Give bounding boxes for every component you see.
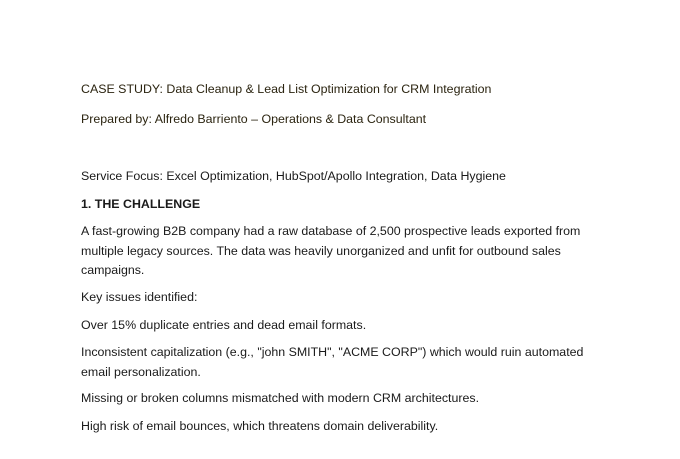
prepared-by-line: Prepared by: Alfredo Barriento – Operations & Data Consultant: [81, 112, 427, 126]
issue-capitalization: [81, 343, 601, 382]
challenge-line: A fast-growing B2B company had a raw database of 2,500 prospective leads exported from: [81, 224, 581, 238]
issue-missing-columns: Missing or broken columns mismatched with modern CRM architectures.: [81, 391, 480, 405]
challenge-line: campaigns.: [81, 263, 145, 277]
service-focus-line: Service Focus: Excel Optimization, HubSpot/Apollo Integration, Data Hygiene: [81, 169, 506, 183]
issue-duplicates: Over 15% duplicate entries and dead email formats.: [81, 318, 367, 332]
issue-capitalization-line: Inconsistent capitalization (e.g., "john SMITH", "ACME CORP") which would ruin automated: [81, 345, 584, 359]
section-heading-challenge: 1. THE CHALLENGE: [81, 197, 201, 211]
key-issues-label: Key issues identified:: [81, 290, 198, 304]
challenge-paragraph: [81, 222, 601, 281]
challenge-line: multiple legacy sources. The data was heavily unorganized and unfit for outbound sales: [81, 243, 561, 258]
case-study-title: CASE STUDY: Data Cleanup & Lead List Optimization for CRM Integration: [81, 82, 492, 96]
issue-capitalization-line: email personalization.: [81, 364, 201, 379]
issue-email-bounces: High risk of email bounces, which threatens domain deliverability.: [81, 419, 439, 433]
